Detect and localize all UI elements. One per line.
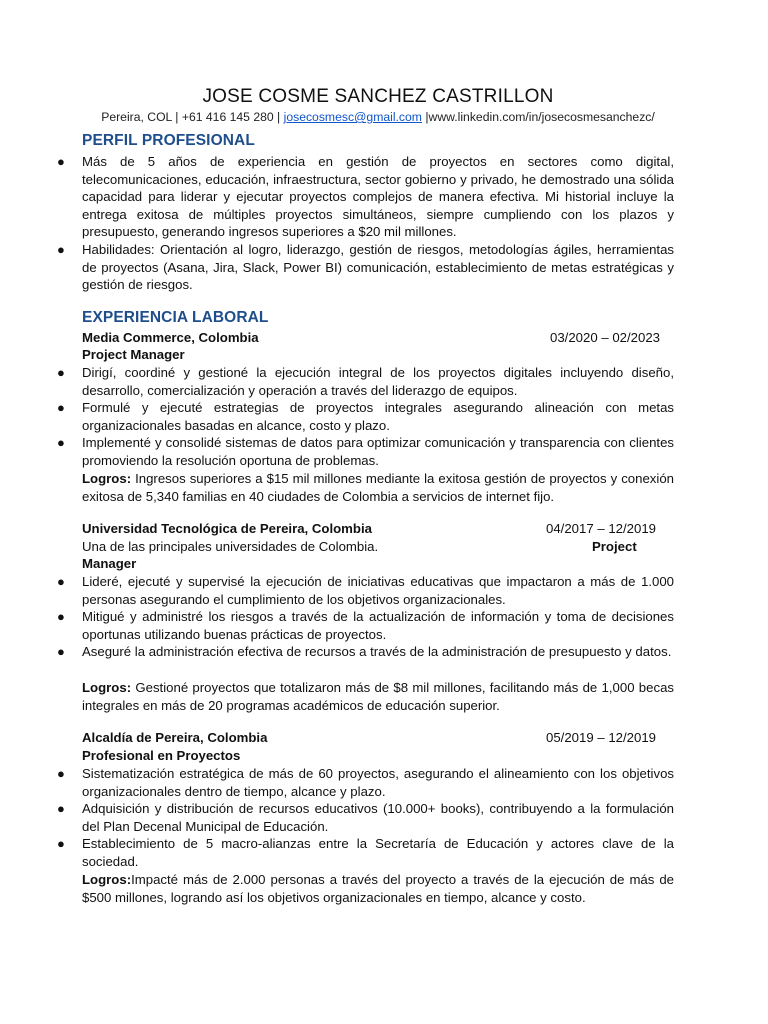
candidate-name: JOSE COSME SANCHEZ CASTRILLON xyxy=(202,86,554,107)
list-item: ● Habilidades: Orientación al logro, liderazgo, gestión de riesgos, metodologías ágiles, herramientas de proyectos (Asana, Jira, Slack, Power BI) comunicación, establecimiento de metas estratégicas y gestión de riesgos. xyxy=(57,241,674,293)
list-item: ● Más de 5 años de experiencia en gestión de proyectos en sectores como digital, telecomunicaciones, educación, infraestructura, sector gobierno y privado, he demostrado una sólida capacidad para liderar y ejecutar proyectos complejos de manera efectiva. Mi historial incluye la entrega exitosa de múltiples proyectos simultáneos, siempre cumpliendo con los plazos y presupuesto, generando ingresos superiores a $20 mil millones. xyxy=(57,154,674,240)
job-logros xyxy=(82,871,674,906)
job-bullets xyxy=(57,765,674,871)
bullet-icon: ● xyxy=(57,766,65,781)
logros-text: Gestioné proyectos que totalizaron más de $8 mil millones, facilitando más de 1,000 becas integrales en más de 20 programas académicos de educación superior. xyxy=(82,680,674,713)
list-item: ● Dirigí, coordiné y gestioné la ejecución integral de los proyectos digitales incluyendo diseño, desarrollo, comercialización y operación a través del liderazgo de equipos. xyxy=(57,365,674,398)
bullet-icon: ● xyxy=(57,241,65,257)
job-description-row xyxy=(82,538,674,556)
job-dates: 03/2020 – 02/2023 xyxy=(550,330,661,345)
logros-label: Logros: xyxy=(82,471,132,486)
job-logros xyxy=(82,470,674,505)
bullet-icon: ● xyxy=(57,574,65,589)
bullet-icon: ● xyxy=(57,801,65,817)
contact-prefix: Pereira, COL | +61 416 145 280 | xyxy=(101,110,281,124)
bullet-icon: ● xyxy=(57,836,65,852)
job-bullets xyxy=(57,573,674,661)
list-item: ● Sistematización estratégica de más de 60 proyectos, asegurando el alineamiento con los objetivos organizacionales dentro de tiempo, alcance y plazo. xyxy=(57,766,674,799)
job-role-continued: Manager xyxy=(82,556,137,571)
job-dates: 05/2019 – 12/2019 xyxy=(546,730,657,745)
list-item: ● Formulé y ejecuté estrategias de proyectos integrales asegurando alineación con metas organizacionales basadas en alcance, costo y plazo. xyxy=(57,400,674,433)
job-role: Project Manager xyxy=(82,347,185,362)
company-name: Alcaldía de Pereira, Colombia xyxy=(82,730,268,745)
contact-suffix: |www.linkedin.com/in/josecosmesanchezc/ xyxy=(425,110,655,124)
list-item: ● Implementé y consolidé sistemas de datos para optimizar comunicación y transparencia con clientes promoviendo la resolución oportuna de problemas. xyxy=(57,435,674,468)
job-role: Project xyxy=(592,539,637,554)
perfil-bullets xyxy=(57,153,674,294)
list-item: ● Aseguré la administración efectiva de recursos a través de la administración de presupuesto y datos. xyxy=(57,644,672,660)
logros-label: Logros: xyxy=(82,680,132,695)
bullet-icon: ● xyxy=(57,400,65,416)
company-name: Universidad Tecnológica de Pereira, Colombia xyxy=(82,521,372,536)
job-header xyxy=(82,329,674,347)
perfil-title: PERFIL PROFESIONAL xyxy=(82,132,255,149)
bullet-icon: ● xyxy=(57,644,65,660)
job-header xyxy=(82,520,674,538)
bullet-icon: ● xyxy=(57,154,65,169)
job-bullets xyxy=(57,364,674,470)
job-logros xyxy=(82,679,674,714)
bullet-icon: ● xyxy=(57,609,65,625)
list-item: ● Lideré, ejecuté y supervisé la ejecución de iniciativas educativas que impactaron a más de 1.000 personas asegurando el cumplimiento de los objetivos organizacionales. xyxy=(57,574,674,607)
logros-text: Ingresos superiores a $15 mil millones mediante la exitosa gestión de proyectos y conexión exitosa de 5,340 familias en 40 ciudades de Colombia a servicios de internet fijo. xyxy=(82,471,674,504)
company-name: Media Commerce, Colombia xyxy=(82,330,259,345)
contact-line xyxy=(0,110,756,124)
bullet-icon: ● xyxy=(57,365,65,380)
experiencia-title: EXPERIENCIA LABORAL xyxy=(82,309,269,326)
list-item: ● Mitigué y administré los riesgos a través de la actualización de información y toma de decisiones oportunas utilizando buenas prácticas de proyectos. xyxy=(57,609,674,642)
company-description: Una de las principales universidades de Colombia. xyxy=(82,539,379,554)
bullet-icon: ● xyxy=(57,435,65,451)
email-link[interactable]: josecosmesc@gmail.com xyxy=(283,110,422,124)
job-dates: 04/2017 – 12/2019 xyxy=(546,521,657,536)
job-role: Profesional en Proyectos xyxy=(82,748,241,763)
logros-label: Logros: xyxy=(82,872,132,887)
list-item: ● Adquisición y distribución de recursos educativos (10.000+ books), contribuyendo a la formulación del Plan Decenal Municipal de Educación. xyxy=(57,801,674,834)
list-item: ● Establecimiento de 5 macro-alianzas entre la Secretaría de Educación y actores clave de la sociedad. xyxy=(57,836,674,869)
job-header xyxy=(82,729,674,747)
logros-text: Impacté más de 2.000 personas a través del proyecto a través de la ejecución de más de $500 millones, logrando así los objetivos organizacionales en tiempo, alcance y costo. xyxy=(82,872,674,905)
